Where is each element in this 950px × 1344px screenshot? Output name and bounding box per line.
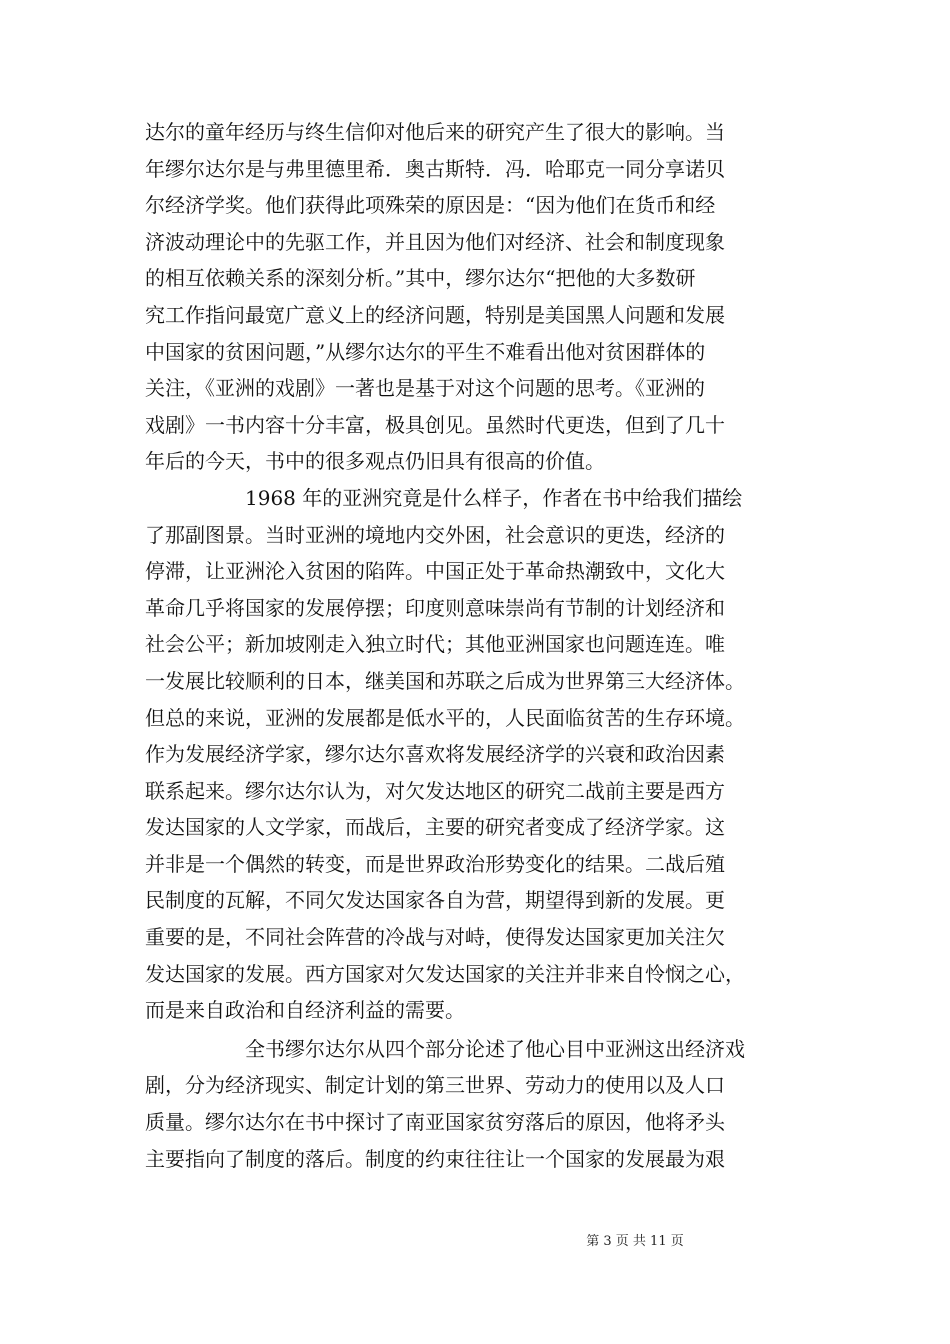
- body-text: [145, 114, 805, 1177]
- text-line: 并非是一个偶然的转变，而是世界政治形势变化的结果。二战后殖: [145, 851, 725, 876]
- text-line: 剧，分为经济现实、制定计划的第三世界、劳动力的使用以及人口: [145, 1073, 725, 1098]
- text-line: 作为发展经济学家，缪尔达尔喜欢将发展经济学的兴衰和政治因素: [145, 742, 725, 767]
- text-line: 革命几乎将国家的发展停摆；印度则意味崇尚有节制的计划经济和: [145, 595, 725, 620]
- text-line: 了那副图景。当时亚洲的境地内交外困，社会意识的更迭，经济的: [145, 522, 725, 547]
- text-line: 重要的是，不同社会阵营的冷战与对峙，使得发达国家更加关注欠: [145, 925, 725, 950]
- text-line: 一发展比较顺利的日本，继美国和苏联之后成为世界第三大经济体。: [145, 668, 745, 693]
- text-line: 民制度的瓦解，不同欠发达国家各自为营，期望得到新的发展。更: [145, 888, 725, 913]
- page-number: 第 3 页 共 11 页: [586, 1234, 684, 1249]
- text-line: 济波动理论中的先驱工作，并且因为他们对经济、社会和制度现象: [145, 229, 725, 254]
- text-line: 质量。缪尔达尔在书中探讨了南亚国家贫穷落后的原因，他将矛头: [145, 1110, 725, 1135]
- text-line: 戏剧》一书内容十分丰富，极具创见。虽然时代更迭，但到了几十: [145, 412, 725, 437]
- text-line: 年缪尔达尔是与弗里德里希．奥古斯特．冯．哈耶克一同分享诺贝: [145, 156, 725, 181]
- text-line: 发达国家的人文学家，而战后，主要的研究者变成了经济学家。这: [145, 815, 725, 840]
- paragraph-3: [145, 1031, 805, 1177]
- text-line: 停滞，让亚洲沦入贫困的陷阵。中国正处于革命热潮致中，文化大: [145, 559, 725, 584]
- text-line: 1968 年的亚洲究竟是什么样子，作者在书中给我们描绘: [245, 485, 743, 510]
- text-line: 联系起来。缪尔达尔认为，对欠发达地区的研究二战前主要是西方: [145, 778, 725, 803]
- text-line: 全书缪尔达尔从四个部分论述了他心目中亚洲这出经济戏: [245, 1036, 745, 1061]
- text-line: 究工作指问最宽广意义上的经济问题，特别是美国黑人问题和发展: [145, 302, 725, 327]
- text-line: 的相互依赖关系的深刻分析。”其中，缪尔达尔“把他的大多数研: [145, 266, 696, 291]
- paragraph-2: [145, 480, 805, 1029]
- text-line: 但总的来说，亚洲的发展都是低水平的，人民面临贫苦的生存环境。: [145, 705, 745, 730]
- text-line: 达尔的童年经历与终生信仰对他后来的研究产生了很大的影响。当: [145, 120, 725, 144]
- text-line: 社会公平；新加坡刚走入独立时代；其他亚洲国家也问题连连。唯: [145, 632, 725, 657]
- page-footer: [0, 1230, 950, 1249]
- text-line: 而是来自政治和自经济利益的需要。: [145, 998, 465, 1023]
- text-line: 尔经济学奖。他们获得此项殊荣的原因是：“因为他们在货币和经: [145, 193, 716, 218]
- text-line: 中国家的贫困问题，”从缪尔达尔的平生不难看出他对贫困群体的: [145, 339, 706, 364]
- text-line: 主要指向了制度的落后。制度的约束往往让一个国家的发展最为艰: [145, 1146, 725, 1171]
- text-line: 发达国家的发展。西方国家对欠发达国家的关注并非来自怜悯之心，: [145, 961, 745, 986]
- text-line: 关注，《亚洲的戏剧》一著也是基于对这个问题的思考。《亚洲的: [145, 376, 705, 401]
- paragraph-1: [145, 114, 805, 480]
- text-line: 年后的今天，书中的很多观点仍旧具有很高的价值。: [145, 449, 605, 474]
